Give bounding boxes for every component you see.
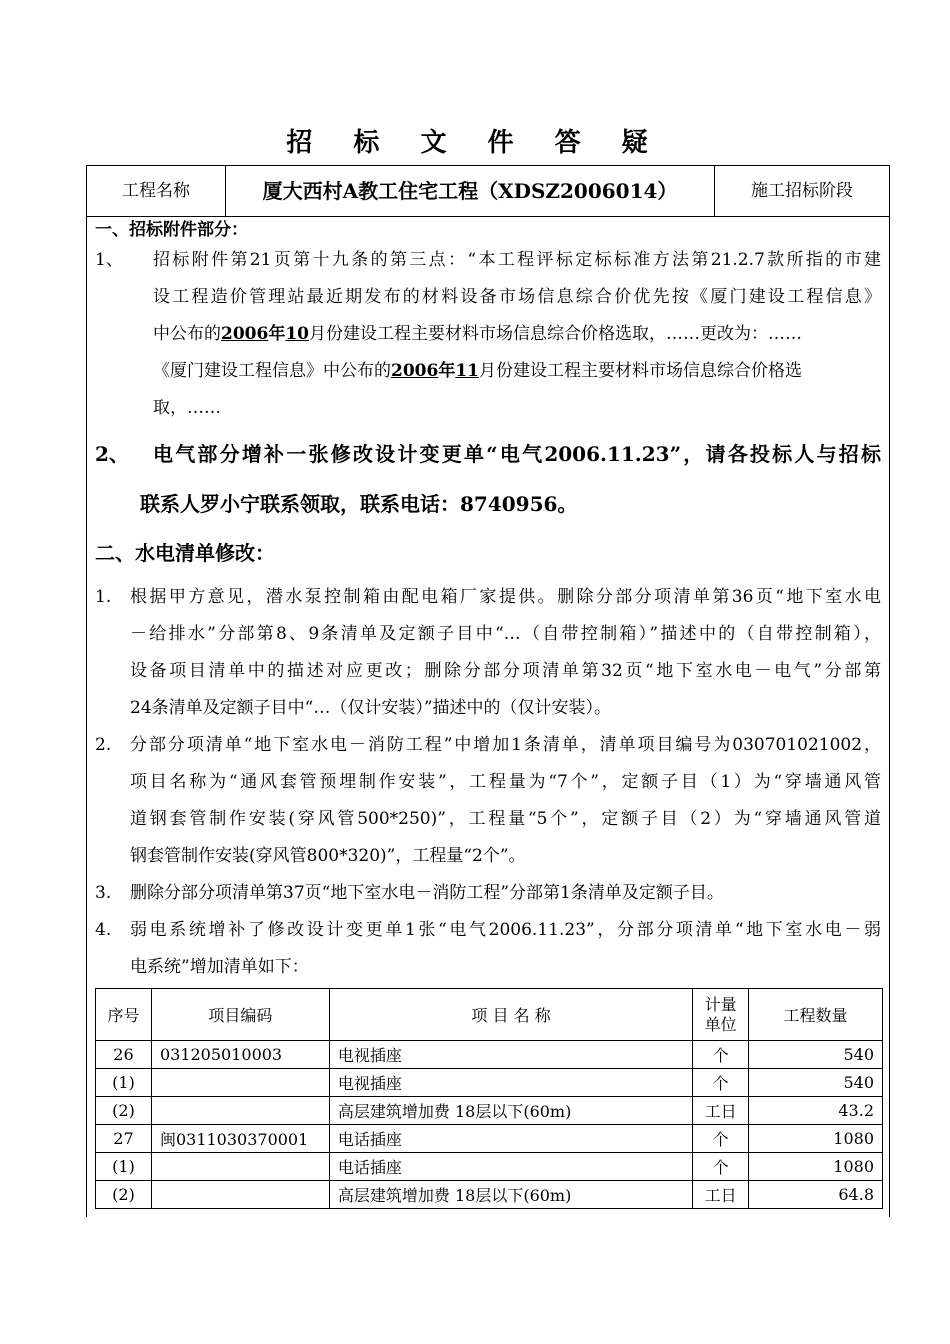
- project-stage: 施工招标阶段: [751, 181, 853, 201]
- section2-p4-number: 4.: [95, 920, 112, 940]
- cell-unit: 个: [693, 1041, 749, 1069]
- cell-code: [151, 1069, 329, 1097]
- col-header-unit-text: 计量 单位: [704, 994, 737, 1034]
- table-row: [96, 1041, 883, 1069]
- cell-name: 电话插座: [329, 1125, 692, 1153]
- cell-name: 高层建筑增加费 18层以下(60m): [329, 1181, 692, 1209]
- cell-qty: 540: [749, 1069, 883, 1097]
- cell-seq: (2): [96, 1097, 152, 1125]
- cell-seq: (1): [96, 1153, 152, 1181]
- section1-item1-line3: 中公布的2006年10月份建设工程主要材料市场信息综合价格选取，……更改为：……: [153, 324, 802, 344]
- cell-code: [151, 1097, 329, 1125]
- cell-seq: (2): [96, 1181, 152, 1209]
- section2-p3-number: 3.: [95, 883, 112, 903]
- section1-item1-line4: 《厦门建设工程信息》中公布的2006年11月份建设工程主要材料市场信息综合价格选: [153, 361, 802, 381]
- cell-seq: (1): [96, 1069, 152, 1097]
- section2-p2-line1: 分部分项清单“地下室水电－消防工程”中增加1条清单，清单项目编号为030701021002，: [130, 735, 881, 755]
- col-header-seq: 序号: [96, 989, 152, 1041]
- section2-p1-line4: 24条清单及定额子目中“…（仅计安装）”描述中的（仅计安装）。: [130, 698, 612, 718]
- section2-p1-line1: 根据甲方意见，潜水泵控制箱由配电箱厂家提供。删除分部分项清单第36页“地下室水电: [130, 587, 881, 607]
- cell-name: 高层建筑增加费 18层以下(60m): [329, 1097, 692, 1125]
- project-name-label: 工程名称: [87, 166, 226, 216]
- section2-p4-line1: 弱电系统增补了修改设计变更单1张“电气2006.11.23”，分部分项清单“地下室水电－弱: [130, 920, 881, 940]
- cell-qty: 540: [749, 1041, 883, 1069]
- col-header-unit: [693, 989, 749, 1041]
- cell-unit: 个: [693, 1125, 749, 1153]
- cell-unit: 工日: [693, 1097, 749, 1125]
- cell-seq: 27: [96, 1125, 152, 1153]
- section2-p3-line1: 删除分部分项清单第37页“地下室水电－消防工程”分部第1条清单及定额子目。: [130, 883, 724, 903]
- section1-item1-line5: 取，……: [153, 398, 221, 418]
- table-row: [96, 1097, 883, 1125]
- col-header-name: 项 目 名 称: [329, 989, 692, 1041]
- col-header-code: 项目编码: [151, 989, 329, 1041]
- section2-p4-line2: 电系统”增加清单如下：: [130, 957, 309, 977]
- table-row: [96, 1125, 883, 1153]
- section1-item2-line2: 联系人罗小宁联系领取，联系电话：8740956。: [140, 492, 578, 516]
- cell-unit: 个: [693, 1153, 749, 1181]
- cell-unit: 个: [693, 1069, 749, 1097]
- cell-name: 电视插座: [329, 1069, 692, 1097]
- cell-seq: 26: [96, 1041, 152, 1069]
- col-header-qty: 工程数量: [749, 989, 883, 1041]
- table-row: [96, 1069, 883, 1097]
- section1-item2-line1: 电气部分增补一张修改设计变更单“电气2006.11.23”，请各投标人与招标: [153, 442, 881, 466]
- section2-p1-line2: －给排水”分部第8、9条清单及定额子目中“…（自带控制箱）”描述中的（自带控制箱），: [130, 624, 881, 644]
- project-name-value: 厦大西村A教工住宅工程（XDSZ2006014）: [226, 166, 715, 216]
- table-row: [96, 1153, 883, 1181]
- cell-qty: 1080: [749, 1125, 883, 1153]
- section1-heading: 一、招标附件部分：: [95, 220, 248, 240]
- table-header-row: [96, 989, 883, 1041]
- section1-item2-number: 2、: [95, 442, 129, 466]
- cell-name: 电视插座: [329, 1041, 692, 1069]
- table-row: [96, 1181, 883, 1209]
- section2-p1-line3: 设备项目清单中的描述对应更改；删除分部分项清单第32页“地下室水电－电气”分部第: [130, 661, 881, 681]
- project-header-row: [87, 166, 889, 217]
- cell-code: 031205010003: [151, 1041, 329, 1069]
- cell-name: 电话插座: [329, 1153, 692, 1181]
- document-title: 招 标 文 件 答 疑: [286, 128, 664, 158]
- section2-heading: 二、水电清单修改：: [95, 541, 275, 565]
- section2-p2-line4: 钢套管制作安装(穿风管800*320)”，工程量“2个”。: [130, 846, 526, 866]
- section2-p2-number: 2.: [95, 735, 112, 755]
- cell-unit: 工日: [693, 1181, 749, 1209]
- section2-p2-line2: 项目名称为“通风套管预埋制作安装”，工程量为“7个”，定额子目（1）为“穿墙通风管: [130, 772, 881, 792]
- section1-item1-number: 1、: [95, 250, 123, 270]
- weak-current-items-table: [95, 988, 883, 1209]
- cell-qty: 1080: [749, 1153, 883, 1181]
- cell-qty: 43.2: [749, 1097, 883, 1125]
- cell-code: 闽0311030370001: [151, 1125, 329, 1153]
- section1-item1-line2: 设工程造价管理站最近期发布的材料设备市场信息综合价优先按《厦门建设工程信息》: [153, 287, 881, 307]
- section1-item1-line1: 招标附件第21页第十九条的第三点：“本工程评标定标标准方法第21.2.7款所指的市建: [153, 250, 881, 270]
- cell-code: [151, 1153, 329, 1181]
- cell-qty: 64.8: [749, 1181, 883, 1209]
- cell-code: [151, 1181, 329, 1209]
- section2-p1-number: 1.: [95, 587, 112, 607]
- section2-p2-line3: 道钢套管制作安装(穿风管500*250)”，工程量“5个”，定额子目（2）为“穿墙通风管道: [130, 809, 881, 829]
